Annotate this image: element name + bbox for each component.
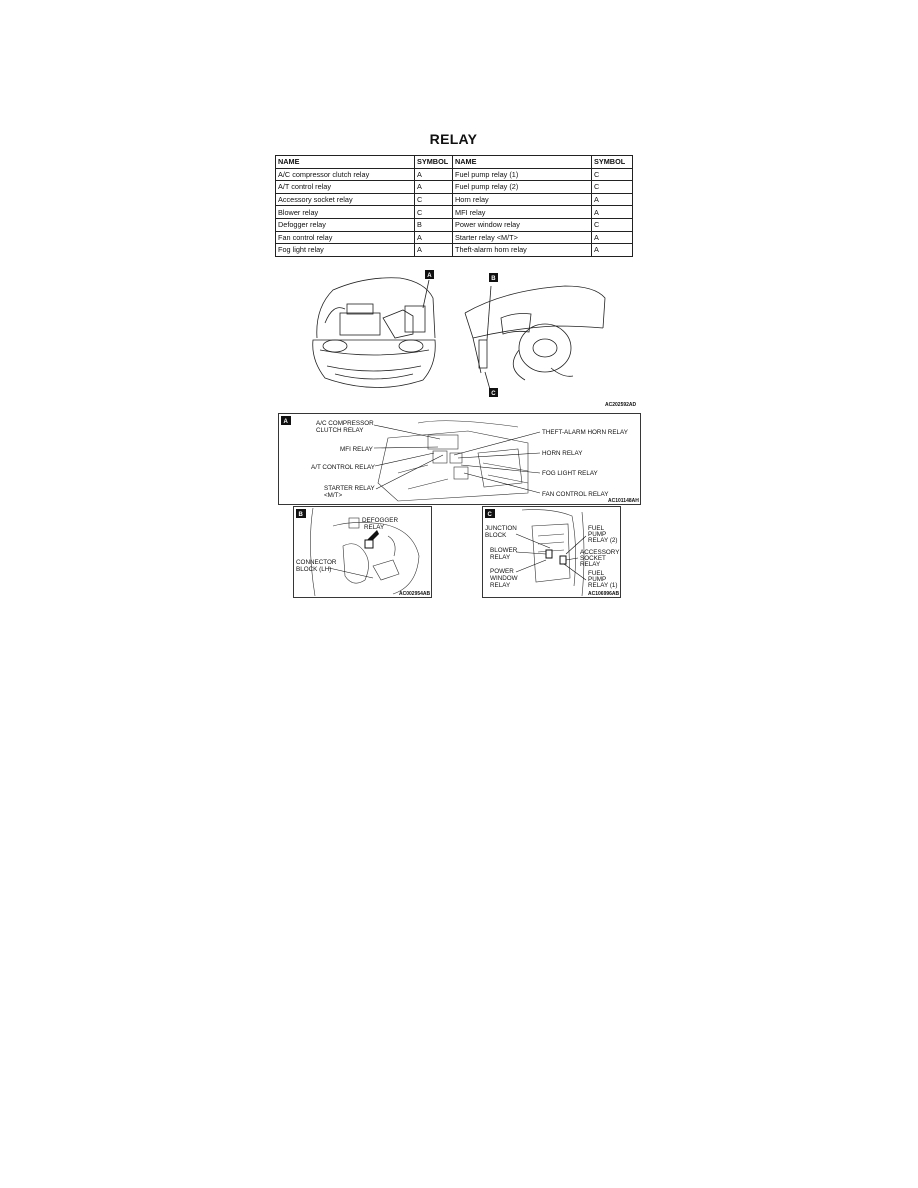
table-row — [276, 181, 633, 194]
label-fan-control-relay: FAN CONTROL RELAY — [542, 491, 609, 498]
figure-code: AC002954AB — [399, 591, 431, 597]
tag-c-label: C — [487, 512, 492, 518]
cell-relay-name: Fan control relay — [276, 231, 415, 244]
cell-symbol: A — [415, 181, 453, 194]
label-power-window-relay: POWER — [490, 568, 514, 575]
label-connector-block: CONNECTOR — [296, 559, 337, 566]
cell-symbol: C — [415, 193, 453, 206]
cell-symbol: A — [592, 244, 633, 257]
page-title: RELAY — [429, 131, 478, 147]
table-row — [276, 244, 633, 257]
cell-symbol: C — [592, 218, 633, 231]
label-connector-block-line2: BLOCK (LH) — [296, 566, 332, 573]
cell-relay-name: A/C compressor clutch relay — [276, 168, 415, 181]
defogger-relay-marker — [365, 540, 373, 548]
blower-relay-marker — [546, 550, 552, 558]
figure-code: AC106996AB — [588, 591, 620, 597]
header-symbol: SYMBOL — [592, 156, 633, 169]
relay-table — [275, 155, 633, 257]
cell-relay-name: A/T control relay — [276, 181, 415, 194]
tag-c-label: C — [491, 391, 496, 397]
label-defogger-relay: DEFOGGER — [362, 517, 399, 524]
label-theft-alarm-horn-relay: THEFT-ALARM HORN RELAY — [542, 429, 628, 436]
accessory-relay-marker — [560, 556, 566, 564]
detail-b-figure — [293, 506, 432, 598]
cell-symbol: A — [592, 193, 633, 206]
table-header-row — [276, 156, 633, 169]
label-defogger-relay-line2: RELAY — [364, 524, 385, 531]
label-fuel-pump-relay-1-line3: RELAY (1) — [588, 582, 618, 589]
tag-b-label: B — [491, 276, 496, 282]
label-junction-block: JUNCTION — [485, 525, 517, 532]
cell-symbol: A — [592, 206, 633, 219]
cell-relay-name: Fuel pump relay (1) — [453, 168, 592, 181]
label-accessory-socket-relay: ACCESSORY — [580, 549, 620, 556]
detail-c-figure — [482, 506, 621, 598]
table-row — [276, 218, 633, 231]
label-fuel-pump-relay-2: FUEL — [588, 525, 605, 532]
cell-symbol: A — [592, 231, 633, 244]
header-name: NAME — [276, 156, 415, 169]
table-row — [276, 168, 633, 181]
label-blower-relay: BLOWER — [490, 547, 518, 554]
label-horn-relay: HORN RELAY — [542, 450, 583, 457]
cell-relay-name: Starter relay <M/T> — [453, 231, 592, 244]
table-row — [276, 206, 633, 219]
cell-relay-name: Defogger relay — [276, 218, 415, 231]
label-starter-relay-line2: <M/T> — [324, 492, 343, 499]
fuse-box-drawing — [378, 421, 528, 501]
cell-relay-name: Fog light relay — [276, 244, 415, 257]
table-body — [276, 168, 633, 256]
cell-relay-name: Blower relay — [276, 206, 415, 219]
table-row — [276, 193, 633, 206]
label-power-window-relay-line2: WINDOW — [490, 575, 518, 582]
cell-symbol: A — [415, 244, 453, 257]
cell-relay-name: Power window relay — [453, 218, 592, 231]
cell-symbol: C — [592, 168, 633, 181]
cell-relay-name: Fuel pump relay (2) — [453, 181, 592, 194]
detail-a-figure — [278, 413, 641, 505]
tag-b-label: B — [298, 512, 303, 518]
dashboard-drawing — [465, 286, 605, 393]
label-junction-block-line2: BLOCK — [485, 532, 507, 539]
arrow-icon — [367, 530, 379, 540]
cell-symbol: B — [415, 218, 453, 231]
cell-symbol: C — [415, 206, 453, 219]
tag-a-label: A — [427, 273, 432, 279]
cell-relay-name: MFI relay — [453, 206, 592, 219]
figure-code: AC101148AH — [608, 498, 639, 504]
label-fuel-pump-relay-1-line2: PUMP — [588, 576, 607, 583]
cell-symbol: A — [415, 168, 453, 181]
label-accessory-socket-relay-line2: SOCKET — [580, 555, 606, 562]
leader-line — [329, 568, 373, 578]
figure-code: AC202592AD — [605, 402, 637, 408]
cell-relay-name: Accessory socket relay — [276, 193, 415, 206]
label-fuel-pump-relay-1: FUEL — [588, 570, 605, 577]
cell-relay-name: Theft-alarm horn relay — [453, 244, 592, 257]
tag-a-label: A — [283, 419, 288, 425]
label-fuel-pump-relay-2-line2: PUMP — [588, 531, 607, 538]
label-starter-relay: STARTER RELAY — [324, 485, 375, 492]
overview-figure — [305, 268, 640, 408]
header-name: NAME — [453, 156, 592, 169]
label-ac-compressor-line2: CLUTCH RELAY — [316, 427, 364, 434]
label-blower-relay-line2: RELAY — [490, 554, 511, 561]
label-mfi-relay: MFI RELAY — [340, 446, 373, 453]
label-fog-light-relay: FOG LIGHT RELAY — [542, 470, 598, 477]
header-symbol: SYMBOL — [415, 156, 453, 169]
label-at-control-relay: A/T CONTROL RELAY — [311, 464, 375, 471]
cell-symbol: A — [415, 231, 453, 244]
label-ac-compressor: A/C COMPRESSOR — [316, 420, 374, 427]
label-fuel-pump-relay-2-line3: RELAY (2) — [588, 537, 618, 544]
engine-bay-drawing — [313, 278, 436, 388]
table-row — [276, 231, 633, 244]
label-accessory-socket-relay-line3: RELAY — [580, 561, 601, 568]
label-power-window-relay-line3: RELAY — [490, 582, 511, 589]
cell-relay-name: Horn relay — [453, 193, 592, 206]
cell-symbol: C — [592, 181, 633, 194]
